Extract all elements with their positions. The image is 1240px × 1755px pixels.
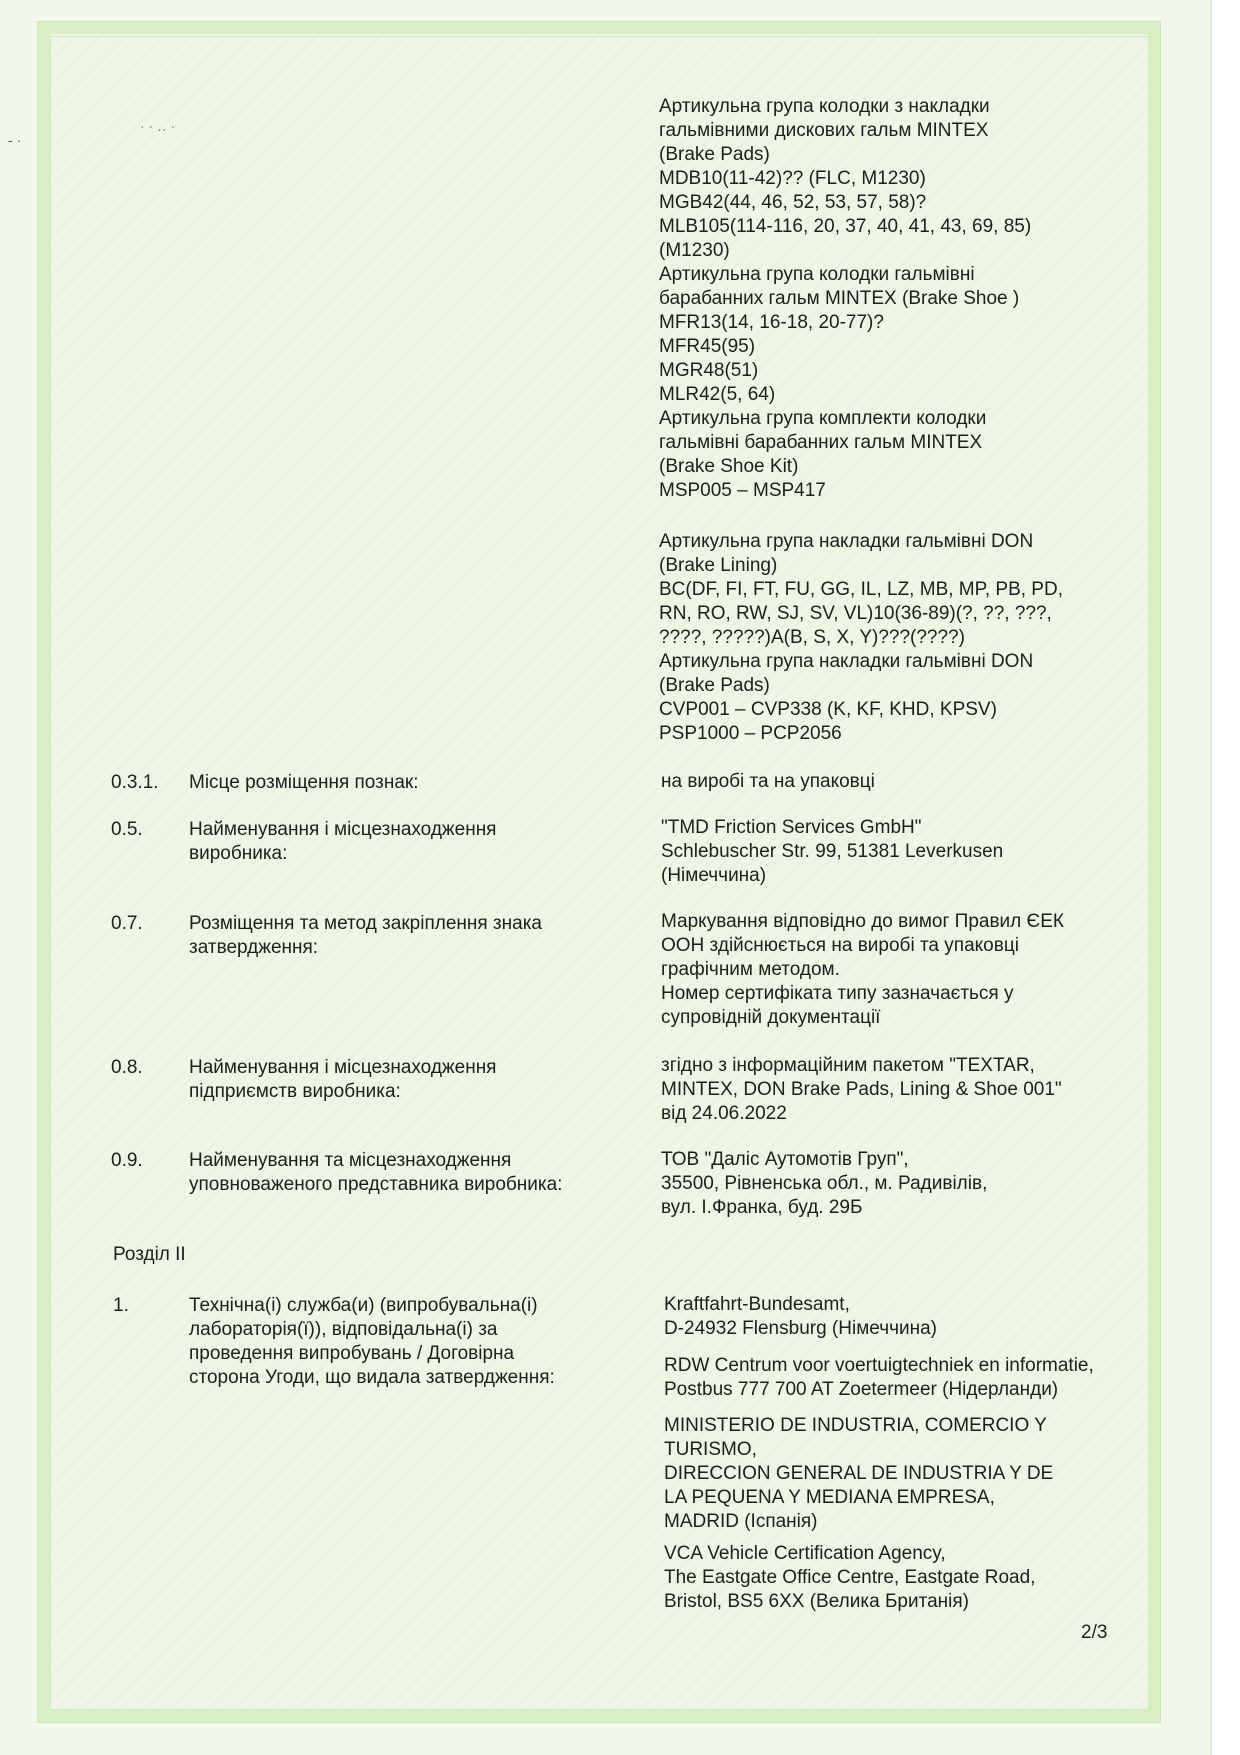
text-line: TURISMO, bbox=[664, 1439, 757, 1460]
field-value bbox=[661, 770, 875, 794]
text-line: MLB105(114-116, 20, 37, 40, 41, 43, 69, 85) bbox=[659, 216, 1032, 237]
text-line: вул. І.Франка, буд. 29Б bbox=[661, 1197, 863, 1218]
text-line: MINTEX, DON Brake Pads, Lining & Shoe 001" bbox=[661, 1079, 1062, 1100]
technical-service-rdw bbox=[664, 1354, 1094, 1402]
text-line: Найменування і місцезнаходження bbox=[189, 1057, 497, 1078]
text-line: DIRECCION GENERAL DE INDUSTRIA Y DE bbox=[664, 1463, 1054, 1484]
field-label bbox=[189, 818, 496, 866]
text-line: RDW Centrum voor voertuigtechniek en informatie, bbox=[664, 1355, 1094, 1376]
field-value bbox=[661, 816, 1003, 888]
text-line: згідно з інформаційним пакетом "TEXTAR, bbox=[661, 1055, 1035, 1076]
text-line: MADRID (Іспанія) bbox=[664, 1511, 818, 1532]
text-line: Kraftfahrt-Bundesamt, bbox=[664, 1294, 850, 1315]
text-line: сторона Угоди, що видала затвердження: bbox=[189, 1367, 555, 1388]
text-line: Schlebuscher Str. 99, 51381 Leverkusen bbox=[661, 841, 1004, 862]
field-label bbox=[189, 912, 542, 960]
text-line: Артикульна група колодки гальмівні bbox=[659, 264, 975, 285]
text-line: (Brake Pads) bbox=[659, 144, 770, 165]
text-line: Bristol, BS5 6XX (Велика Британія) bbox=[664, 1591, 969, 1612]
text-line: Артикульна група накладки гальмівні DON bbox=[659, 531, 1034, 552]
text-line: PSP1000 – PCP2056 bbox=[659, 723, 842, 744]
text-line: VCA Vehicle Certification Agency, bbox=[664, 1543, 946, 1564]
text-line: MFR45(95) bbox=[659, 336, 756, 357]
text-line: MDB10(11-42)?? (FLC, M1230) bbox=[659, 168, 926, 189]
text-line: затвердження: bbox=[189, 937, 319, 958]
text-line: MLR42(5, 64) bbox=[659, 384, 776, 405]
field-value bbox=[661, 1054, 1062, 1126]
don-article-groups bbox=[659, 530, 1063, 746]
field-label bbox=[189, 1294, 555, 1390]
text-line: (Brake Shoe Kit) bbox=[659, 456, 799, 477]
text-line: Технічна(і) служба(и) (випробувальна(і) bbox=[189, 1295, 538, 1316]
field-number: 0.5. bbox=[111, 819, 143, 840]
text-line: "TMD Friction Services GmbH" bbox=[661, 817, 922, 838]
text-line: MFR13(14, 16-18, 20-77)? bbox=[659, 312, 884, 333]
field-label bbox=[189, 1149, 562, 1197]
text-line: MGR48(51) bbox=[659, 360, 759, 381]
text-line: підприємств виробника: bbox=[189, 1081, 401, 1102]
field-number: 0.3.1. bbox=[111, 772, 159, 793]
field-value bbox=[661, 1148, 987, 1220]
text-line: (M1230) bbox=[659, 240, 730, 261]
text-line: The Eastgate Office Centre, Eastgate Road, bbox=[664, 1567, 1036, 1588]
text-line: (Німеччина) bbox=[661, 865, 767, 886]
page-number: 2/3 bbox=[1081, 1622, 1108, 1643]
text-line: Маркування відповідно до вимог Правил ЄЕК bbox=[661, 911, 1064, 932]
text-line: MINISTERIO DE INDUSTRIA, COMERCIO Y bbox=[664, 1415, 1047, 1436]
text-line: барабанних гальм MINTEX (Brake Shoe ) bbox=[659, 288, 1020, 309]
text-line: проведення випробувань / Договірна bbox=[189, 1343, 515, 1364]
text-line: ТОВ "Даліс Аутомотів Груп", bbox=[661, 1149, 909, 1170]
text-line: MSP005 – MSP417 bbox=[659, 480, 826, 501]
text-line: графічним методом. bbox=[661, 959, 840, 980]
text-line: Номер сертифіката типу зазначається у bbox=[661, 983, 1014, 1004]
text-line: CVP001 – CVP338 (K, KF, KHD, KPSV) bbox=[659, 699, 997, 720]
technical-service-vca bbox=[664, 1542, 1035, 1614]
text-line: Артикульна група колодки з накладки bbox=[659, 96, 990, 117]
scan-speck: - · bbox=[8, 132, 22, 148]
text-line: від 24.06.2022 bbox=[661, 1103, 787, 1124]
text-line: MGB42(44, 46, 52, 53, 57, 58)? bbox=[659, 192, 927, 213]
text-line: Артикульна група накладки гальмівні DON bbox=[659, 651, 1034, 672]
scan-speck: · · ‥ · bbox=[140, 118, 175, 134]
text-line: (Brake Lining) bbox=[659, 555, 778, 576]
mintex-article-groups bbox=[659, 95, 1031, 503]
text-line: супровідній документації bbox=[661, 1007, 881, 1028]
technical-service-ministerio bbox=[664, 1414, 1053, 1534]
field-number: 0.9. bbox=[111, 1150, 143, 1171]
text-line: лабораторія(ї)), відповідальна(і) за bbox=[189, 1319, 498, 1340]
field-label bbox=[189, 771, 419, 795]
text-line: BC(DF, FI, FT, FU, GG, IL, LZ, MB, MP, PB, PD, bbox=[659, 579, 1063, 600]
text-line: ????, ?????)A(B, S, X, Y)???(????) bbox=[659, 627, 965, 648]
text-line: гальмівними дискових гальм MINTEX bbox=[659, 120, 989, 141]
field-number: 0.7. bbox=[111, 913, 143, 934]
text-line: ООН здійснюється на виробі та упаковці bbox=[661, 935, 1019, 956]
text-line: LA PEQUENA Y MEDIANA EMPRESA, bbox=[664, 1487, 995, 1508]
technical-service-kba bbox=[664, 1293, 937, 1341]
scan-edge bbox=[1210, 0, 1240, 1755]
text-line: RN, RO, RW, SJ, SV, VL)10(36-89)(?, ??, ???, bbox=[659, 603, 1052, 624]
text-line: Місце розміщення познак: bbox=[189, 772, 419, 793]
field-number: 1. bbox=[113, 1295, 129, 1316]
text-line: Postbus 777 700 AT Zoetermeer (Нідерланди) bbox=[664, 1379, 1059, 1400]
text-line: D-24932 Flensburg (Німеччина) bbox=[664, 1318, 937, 1339]
text-line: Розміщення та метод закріплення знака bbox=[189, 913, 543, 934]
text-line: виробника: bbox=[189, 843, 288, 864]
field-value bbox=[661, 910, 1064, 1030]
field-label bbox=[189, 1056, 496, 1104]
text-line: гальмівні барабанних гальм MINTEX bbox=[659, 432, 983, 453]
text-line: 35500, Рівненська обл., м. Радивілів, bbox=[661, 1173, 988, 1194]
section-title: Розділ II bbox=[113, 1244, 186, 1265]
text-line: на виробі та на упаковці bbox=[661, 771, 875, 792]
text-line: Найменування та місцезнаходження bbox=[189, 1150, 512, 1171]
field-number: 0.8. bbox=[111, 1057, 143, 1078]
text-line: Артикульна група комплекти колодки bbox=[659, 408, 987, 429]
text-line: (Brake Pads) bbox=[659, 675, 770, 696]
text-line: Найменування і місцезнаходження bbox=[189, 819, 497, 840]
text-line: уповноваженого представника виробника: bbox=[189, 1174, 563, 1195]
